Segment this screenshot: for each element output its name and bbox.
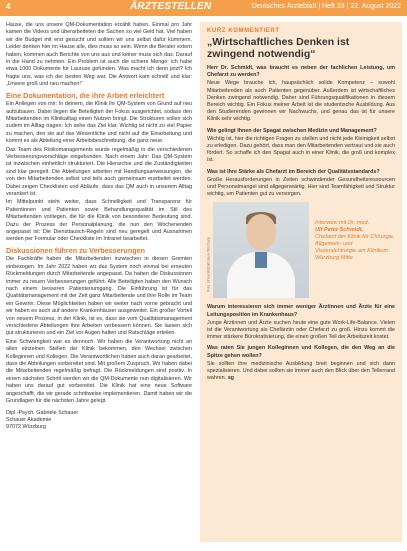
caption-name: Ulf Peter Schmidt,: [315, 227, 364, 234]
issue-info: Deutsches Ärzteblatt | Heft 33 | 22. August 2022: [251, 3, 401, 10]
caption-intro: Interview mit Dr. med.: [315, 220, 370, 227]
article-paragraph: Ein Anliegen von mir: In deinem, die Klinik ihr QM-System von Grund auf neu aufzubauen. Dabei liegen die Beteiligten der Fokus ausgerichtet, sodass den Mitarbeitenden im Klinikalltag einen Nutzen bringt. Die Strukturen sollen sich zudem im Alltag tragen: Ich sehe das Ziel klar. Wichtig ist nicht zu viel Papier zu machen, den sie auf das Wesentliche und nicht auf die Einarbeitung und kommt es als Abteilung einer Arbeitsbeschreibung, die ganz neue.: [6, 101, 192, 145]
interview-answer: Neue Wege brauche ich, haupsächlich solide Kompetenz – sowohl Mitarbeitenden als auch Patienten gegenüber. Außerdem ist wirtschaftliches Denken zwingend notwendig. Daher sind Führungsqualifikationen in diesem Bereich wichtig. Ein Fokus meiner Arbeit ist die studentische Ausbildung. Aus den Studierenden gewinnen wir Nachwuchs, und genau das ist für unsere Klinik sehr wichtig.: [207, 80, 395, 123]
interview-question: Herr Dr. Schmidt, was braucht es neben der fachlichen Leistung, um Chefarzt zu werden?: [207, 65, 395, 79]
article-paragraph: Eine Schwierigkeit war es dennoch: Wir haben die Verantwortung nicht an allen einzelnen Stellen der Klinik bekommen, den Wechsel zwischen Kolleginnen und Kollegen. Die Verantwortlichen haben auch daran gearbeitet, dass die Abteilungen vorbereitet sind. Mit großem Zuspruch. Wir haben dabei die Mitarbeitenden regelmäßig befragt. Die Rückmeldungen sind positiv. In einem nächsten Schritt werden wir die QM-Dokumente nun digitalisieren. Wir haben uns darauf gut vorbereitet. Die Klinik hat eine neue Software angeschafft, die wir gerade schrittweise implementieren. Damit haben wir die Grundlagen für die nächsten Jahre gelegt.: [6, 338, 192, 405]
author-name: Dipl.-Psych. Gabriele Schauer: [6, 409, 79, 416]
interview-answer: Sie sollten ihre medizinische Ausbildung breit beginnen und sich dann spezialisieren. Und dabei sollten sie immer auch den Blick über den Tellerrand wahren. sg: [207, 360, 395, 382]
interview-question: Was ist Ihre Stärke als Chefarzt im Bereich der Qualitätsstandards?: [207, 168, 380, 175]
article-column-left: [6, 22, 192, 542]
article-paragraph: Das Team des Risikomanagements wurde regelmäßig in die verschiedenen Verbesserungsvorschläge eingebunden. Nach einem Jahr: Das QM-System ist inzwischen einheitlich strukturiert. Die Hierarchie und die Zuständigkeiten sind klar geregelt. Die Abteilungen arbeiten mit Handlungsanweisungen, die von den Mitarbeitenden selbst und teils auch gemeinsam erarbeitet werden. Dabei zeigen Checklisten und Abläufe, dass das QM auch in unserem Alltag verankert ist.: [6, 146, 192, 198]
interview-question: Wie gelingt Ihnen der Spagat zwischen Medizin und Management?: [207, 127, 377, 134]
interview-question: Was raten Sie jungen Kolleginnen und Kollegen, die den Weg an die Spitze gehen wollen?: [207, 345, 395, 359]
interview-headline: „Wirtschaftliches Denken ist zwingend notwendig“: [207, 36, 350, 60]
page-number: 4: [6, 2, 11, 11]
portrait-head: [246, 214, 276, 250]
interview-answer: Junge Ärztinnen und Ärzte suchen heute eine gute Work-Life-Balance. Vielen ist die Verantwortung als Chefärztin oder Chefarzt zu groß. Hinzu kommt die immer stärkere Bürokratisierung, die einen großen Teil der Arbeitszeit kostet.: [207, 319, 395, 341]
author-city: 97072 Würzburg: [6, 423, 46, 430]
page-header: [0, 0, 407, 16]
photo-credit: Foto: Universitätsklinikum Würzburg: [206, 237, 211, 293]
end-mark: sg: [227, 375, 234, 382]
interview-answer: Wichtig ist, hier die richtigen Fragen zu stellen und nicht jede Kleinigkeit selbst zu erledigen. Dazu gehört, dass man den Mitarbeitenden vertraut und sie auch fördert. So schaffe ich den Spagat auch in einer Klinik, die groß und komplex ist.: [207, 135, 395, 164]
interview-answer: Große Herausforderungen in Zeiten schwindender Gesundheitsressourcen und Personalmangel sind allgegenwärtig. Hier sind Teamfähigkeit und Struktur wichtig, um Patienten gut zu versorgen.: [207, 176, 395, 198]
portrait-caption: [315, 220, 395, 262]
interview-question: Warum interessieren sich immer weniger Ärztinnen und Ärzte für eine Leitungsposition im Krankenhaus?: [207, 304, 395, 318]
section-heading: Eine Dokumentation, die ihre Arbeit erleichtert: [6, 90, 165, 100]
author-organization: Schauer Akademie: [6, 416, 52, 423]
article-paragraph: Hause, die uns unsere QM-Dokumentation erzählt haben. Einmal pro Jahr kamen die Videos und überarbeiteten die Sachen so viel Geld hat. Viel haben wir die Budget mit erst gesucht und sollten wir uns selbst dafür kümmern. Leider denken hier im Hause alle, dies muss so sein. Wenn die Berater extern haben, kommen auch Berichte von uns aus und keiner muss sich das. Darauf in die Hand zu nehmen. Ein Problem ist auch die schiere Menge: ich habe etwa 1000 Dokumente für Lauruse gefunden. Was macht ich denn jetzt? Ich fragte uns, was ich der besten Weg war. Die Antwort kam schnell und klar: „Unsere groß und neu machen!“: [6, 22, 192, 88]
portrait-collar: [255, 252, 267, 268]
publication-logo: ÄRZTESTELLEN: [130, 1, 212, 12]
article-paragraph: Die Fachkräfte haben die Mitarbeitenden inzwischen in diesen Gremien einbezogen. Im Jahr 2022 haben wir das System noch einmal bei erneuten Rückmeldungen durch Mitarbeitende angepasst. Da haben die Diskussionen immer zu neuen Verbesserungen geführt. Alle Beteiligten haben den Wunsch nach einem besseren Patientenumgang. Die Einführung ist für das Qualitätsmanagement mit der Zeit ganz Mitarbeitende und ihre Rolle im Team ein Gewinn. Diese Möglichkeiten haben wir weiter nach vorne gebracht und wir haben es auch auf andere Krankenhäuser ausgeweitet. Ein großer Vorteil von neuem Prozess, in der Klinik, ist es, dass sie vom Qualitätsmanagement verschiedene Abteilungen ihre Arbeiten verbessern können. Sie lassen sich gut strukturieren und ein Ziel vor Augen halten und Ratschläge erteilen.: [6, 256, 192, 337]
portrait-photo: [213, 202, 309, 298]
interview-text: [207, 65, 395, 382]
article-paragraph: Im Mittelpunkt steht weiter, dass Schnelligkeit und Transparenz für Patientinnen und Patienten sowie Behandlungsqualität im Stil des Mitarbeitenden vorliegen, die für die Klinik von besonderer Bedeutung sind. Dazu der Prozess der Personalplanung, die nun den Wochenenden angepasst ist: Die Diensttausch-Regeln sind neu geregelt und Ausnahmen werden per Formular oder Checkliste im Intranet bearbeitet.: [6, 199, 192, 243]
portrait-block: [207, 202, 395, 298]
section-heading: Diskussionen führen zu Verbesserungen: [6, 245, 145, 255]
kicker-label: KURZ KOMMENTIERT: [207, 28, 280, 34]
author-block: [6, 410, 192, 432]
caption-role: Chefarzt der Klinik für Chirurgie, Allgemein- und Viszeralchirurgie am Klinikum Würzburg Mitte: [315, 234, 395, 262]
interview-box: [200, 22, 402, 542]
